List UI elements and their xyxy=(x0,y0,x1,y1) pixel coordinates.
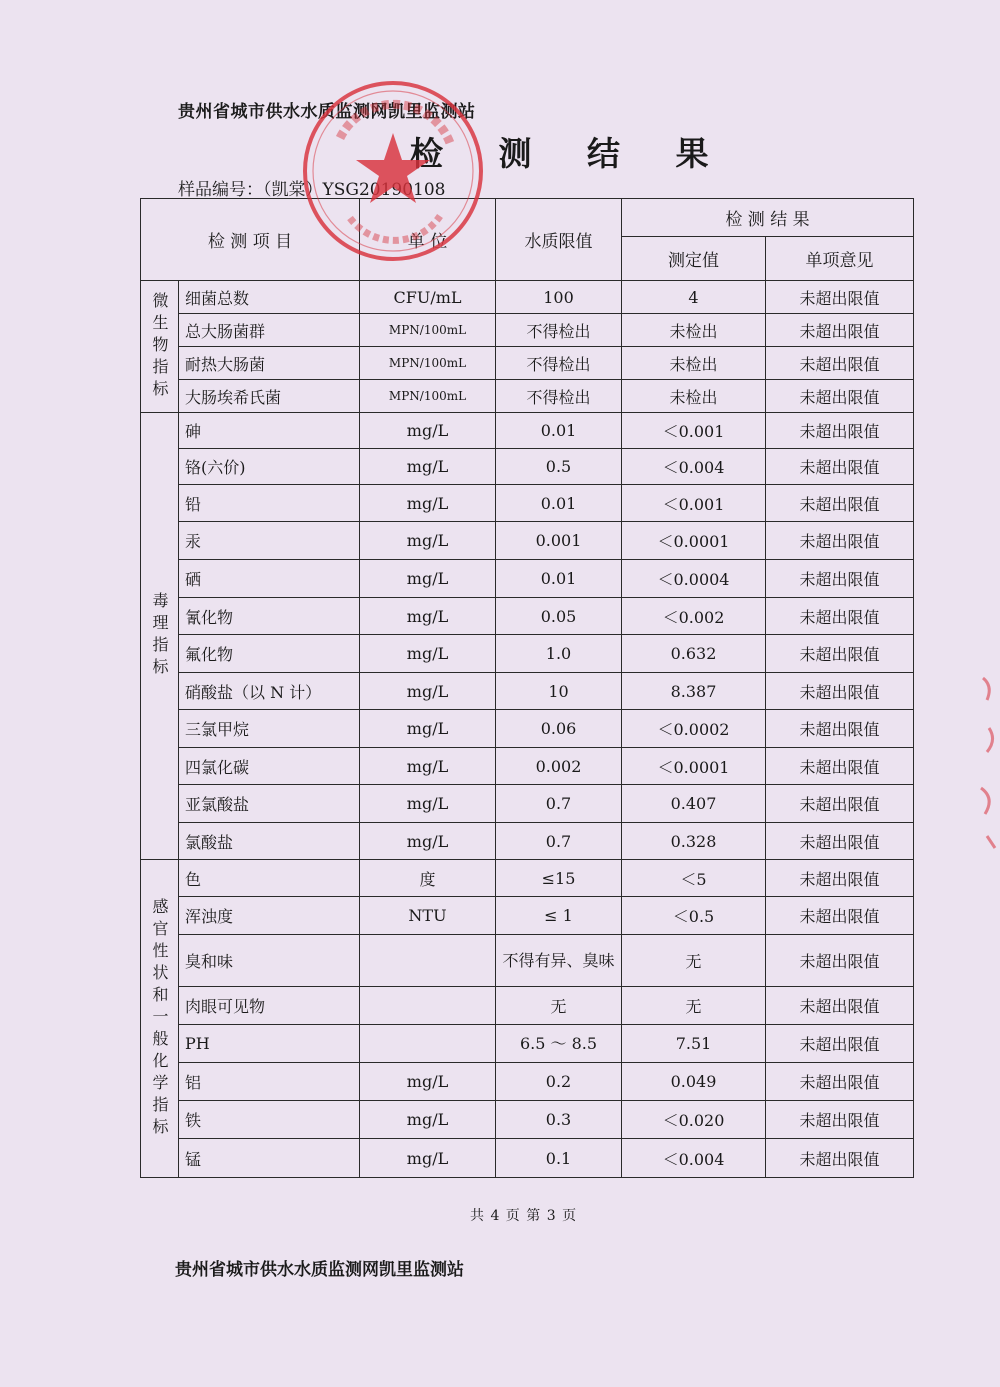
header-row-1 xyxy=(141,199,914,237)
col-header-unit: 单 位 xyxy=(360,199,496,281)
limit-cell: 不得检出 xyxy=(496,380,622,413)
table-row xyxy=(141,860,914,897)
item-name: 氟化物 xyxy=(179,635,360,673)
unit-cell: mg/L xyxy=(360,748,496,785)
page-number: 共 4 页 第 3 页 xyxy=(470,1208,578,1224)
unit-cell: mg/L xyxy=(360,635,496,673)
table-row xyxy=(141,785,914,823)
table-row xyxy=(141,598,914,635)
unit-cell: mg/L xyxy=(360,485,496,522)
item-name: 四氯化碳 xyxy=(179,748,360,785)
limit-cell: 0.06 xyxy=(496,710,622,748)
seal-edge-fragment xyxy=(975,668,1000,858)
results-body xyxy=(141,281,914,1178)
limit-cell: 0.1 xyxy=(496,1139,622,1178)
opinion-cell: 未超出限值 xyxy=(766,413,914,449)
limit-cell: 不得检出 xyxy=(496,314,622,347)
col-header-item: 检 测 项 目 xyxy=(141,199,360,281)
measured-cell: ＜0.020 xyxy=(622,1101,766,1139)
measured-cell: ＜5 xyxy=(622,860,766,897)
table-row xyxy=(141,347,914,380)
org-name-header: 贵州省城市供水水质监测网凯里监测站 xyxy=(178,102,476,122)
unit-cell: 度 xyxy=(360,860,496,897)
item-name: 铬(六价) xyxy=(179,449,360,485)
limit-cell: ≤15 xyxy=(496,860,622,897)
col-header-opinion: 单项意见 xyxy=(766,237,914,281)
item-name: 锰 xyxy=(179,1139,360,1178)
table-row xyxy=(141,987,914,1025)
unit-cell: mg/L xyxy=(360,598,496,635)
item-name: 浑浊度 xyxy=(179,897,360,935)
item-name: 铝 xyxy=(179,1063,360,1101)
item-name: 总大肠菌群 xyxy=(179,314,360,347)
opinion-cell: 未超出限值 xyxy=(766,897,914,935)
opinion-cell: 未超出限值 xyxy=(766,860,914,897)
group-label: 毒理指标 xyxy=(141,413,179,860)
measured-cell: 0.049 xyxy=(622,1063,766,1101)
unit-cell: NTU xyxy=(360,897,496,935)
limit-cell: 0.01 xyxy=(496,413,622,449)
limit-cell: 无 xyxy=(496,987,622,1025)
measured-cell: ＜0.004 xyxy=(622,1139,766,1178)
limit-cell: 不得有异、臭味 xyxy=(496,935,622,987)
measured-cell: ＜0.002 xyxy=(622,598,766,635)
opinion-cell: 未超出限值 xyxy=(766,710,914,748)
limit-cell: 1.0 xyxy=(496,635,622,673)
table-row xyxy=(141,485,914,522)
item-name: 肉眼可见物 xyxy=(179,987,360,1025)
opinion-cell: 未超出限值 xyxy=(766,635,914,673)
limit-cell: 100 xyxy=(496,281,622,314)
group-label: 感官性状和一般化学指标 xyxy=(141,860,179,1178)
item-name: 细菌总数 xyxy=(179,281,360,314)
item-name: 氯酸盐 xyxy=(179,823,360,860)
opinion-cell: 未超出限值 xyxy=(766,823,914,860)
table-row xyxy=(141,748,914,785)
measured-cell: ＜0.5 xyxy=(622,897,766,935)
item-name: 大肠埃希氏菌 xyxy=(179,380,360,413)
limit-cell: 0.7 xyxy=(496,823,622,860)
opinion-cell: 未超出限值 xyxy=(766,522,914,560)
item-name: 硝酸盐（以 N 计） xyxy=(179,673,360,710)
official-seal xyxy=(300,78,486,264)
table-row xyxy=(141,522,914,560)
opinion-cell: 未超出限值 xyxy=(766,598,914,635)
opinion-cell: 未超出限值 xyxy=(766,1025,914,1063)
limit-cell: 0.002 xyxy=(496,748,622,785)
measured-cell: ＜0.0001 xyxy=(622,748,766,785)
limit-cell: 0.01 xyxy=(496,485,622,522)
measured-cell: 未检出 xyxy=(622,347,766,380)
limit-cell: 0.01 xyxy=(496,560,622,598)
opinion-cell: 未超出限值 xyxy=(766,449,914,485)
item-name: 汞 xyxy=(179,522,360,560)
measured-cell: 0.328 xyxy=(622,823,766,860)
unit-cell: mg/L xyxy=(360,823,496,860)
item-name: 三氯甲烷 xyxy=(179,710,360,748)
opinion-cell: 未超出限值 xyxy=(766,748,914,785)
measured-cell: 无 xyxy=(622,987,766,1025)
limit-cell: 0.5 xyxy=(496,449,622,485)
table-row xyxy=(141,449,914,485)
opinion-cell: 未超出限值 xyxy=(766,347,914,380)
measured-cell: ＜0.0002 xyxy=(622,710,766,748)
unit-cell: MPN/100mL xyxy=(360,347,496,380)
limit-cell: 0.2 xyxy=(496,1063,622,1101)
opinion-cell: 未超出限值 xyxy=(766,485,914,522)
table-row xyxy=(141,673,914,710)
opinion-cell: 未超出限值 xyxy=(766,785,914,823)
limit-cell: ≤ 1 xyxy=(496,897,622,935)
opinion-cell: 未超出限值 xyxy=(766,1101,914,1139)
table-row xyxy=(141,1025,914,1063)
item-name: 砷 xyxy=(179,413,360,449)
table-row xyxy=(141,314,914,347)
table-row xyxy=(141,413,914,449)
measured-cell: ＜0.0001 xyxy=(622,522,766,560)
item-name: 氰化物 xyxy=(179,598,360,635)
item-name: 亚氯酸盐 xyxy=(179,785,360,823)
col-header-limit: 水质限值 xyxy=(496,199,622,281)
measured-cell: 无 xyxy=(622,935,766,987)
item-name: 硒 xyxy=(179,560,360,598)
opinion-cell: 未超出限值 xyxy=(766,673,914,710)
limit-cell: 0.001 xyxy=(496,522,622,560)
table-row xyxy=(141,281,914,314)
table-row xyxy=(141,1063,914,1101)
document-title: 检 测 结 果 xyxy=(410,134,731,173)
opinion-cell: 未超出限值 xyxy=(766,1139,914,1178)
table-row xyxy=(141,710,914,748)
measured-cell: ＜0.004 xyxy=(622,449,766,485)
opinion-cell: 未超出限值 xyxy=(766,281,914,314)
limit-cell: 不得检出 xyxy=(496,347,622,380)
measured-cell: 未检出 xyxy=(622,380,766,413)
unit-cell xyxy=(360,1025,496,1063)
table-row xyxy=(141,1101,914,1139)
col-header-result-group: 检 测 结 果 xyxy=(622,199,914,237)
group-label: 微生物指标 xyxy=(141,281,179,413)
item-name: PH xyxy=(179,1025,360,1063)
measured-cell: 0.632 xyxy=(622,635,766,673)
unit-cell: mg/L xyxy=(360,1063,496,1101)
measured-cell: ＜0.001 xyxy=(622,485,766,522)
item-name: 铅 xyxy=(179,485,360,522)
measured-cell: 7.51 xyxy=(622,1025,766,1063)
table-row xyxy=(141,1139,914,1178)
measured-cell: 0.407 xyxy=(622,785,766,823)
opinion-cell: 未超出限值 xyxy=(766,987,914,1025)
unit-cell: mg/L xyxy=(360,710,496,748)
org-name-footer: 贵州省城市供水水质监测网凯里监测站 xyxy=(175,1260,464,1280)
table-row xyxy=(141,935,914,987)
results-table xyxy=(140,198,914,1178)
unit-cell: MPN/100mL xyxy=(360,314,496,347)
measured-cell: 未检出 xyxy=(622,314,766,347)
opinion-cell: 未超出限值 xyxy=(766,314,914,347)
item-name: 臭和味 xyxy=(179,935,360,987)
limit-cell: 0.7 xyxy=(496,785,622,823)
opinion-cell: 未超出限值 xyxy=(766,1063,914,1101)
unit-cell: mg/L xyxy=(360,1101,496,1139)
unit-cell: mg/L xyxy=(360,1139,496,1178)
item-name: 色 xyxy=(179,860,360,897)
limit-cell: 10 xyxy=(496,673,622,710)
unit-cell: mg/L xyxy=(360,522,496,560)
unit-cell: mg/L xyxy=(360,413,496,449)
table-row xyxy=(141,897,914,935)
item-name: 耐热大肠菌 xyxy=(179,347,360,380)
table-row xyxy=(141,823,914,860)
measured-cell: 4 xyxy=(622,281,766,314)
opinion-cell: 未超出限值 xyxy=(766,380,914,413)
unit-cell: MPN/100mL xyxy=(360,380,496,413)
limit-cell: 0.05 xyxy=(496,598,622,635)
measured-cell: ＜0.0004 xyxy=(622,560,766,598)
unit-cell: mg/L xyxy=(360,560,496,598)
opinion-cell: 未超出限值 xyxy=(766,560,914,598)
table-row xyxy=(141,635,914,673)
table-row xyxy=(141,560,914,598)
item-name: 铁 xyxy=(179,1101,360,1139)
unit-cell: mg/L xyxy=(360,785,496,823)
measured-cell: 8.387 xyxy=(622,673,766,710)
unit-cell: mg/L xyxy=(360,673,496,710)
table-row xyxy=(141,380,914,413)
unit-cell xyxy=(360,935,496,987)
limit-cell: 6.5 ～ 8.5 xyxy=(496,1025,622,1063)
unit-cell: mg/L xyxy=(360,449,496,485)
unit-cell: CFU/mL xyxy=(360,281,496,314)
unit-cell xyxy=(360,987,496,1025)
sample-number: 样品编号：（凯棠）YSG20190108 xyxy=(178,180,446,200)
measured-cell: ＜0.001 xyxy=(622,413,766,449)
limit-cell: 0.3 xyxy=(496,1101,622,1139)
col-header-measured: 测定值 xyxy=(622,237,766,281)
opinion-cell: 未超出限值 xyxy=(766,935,914,987)
